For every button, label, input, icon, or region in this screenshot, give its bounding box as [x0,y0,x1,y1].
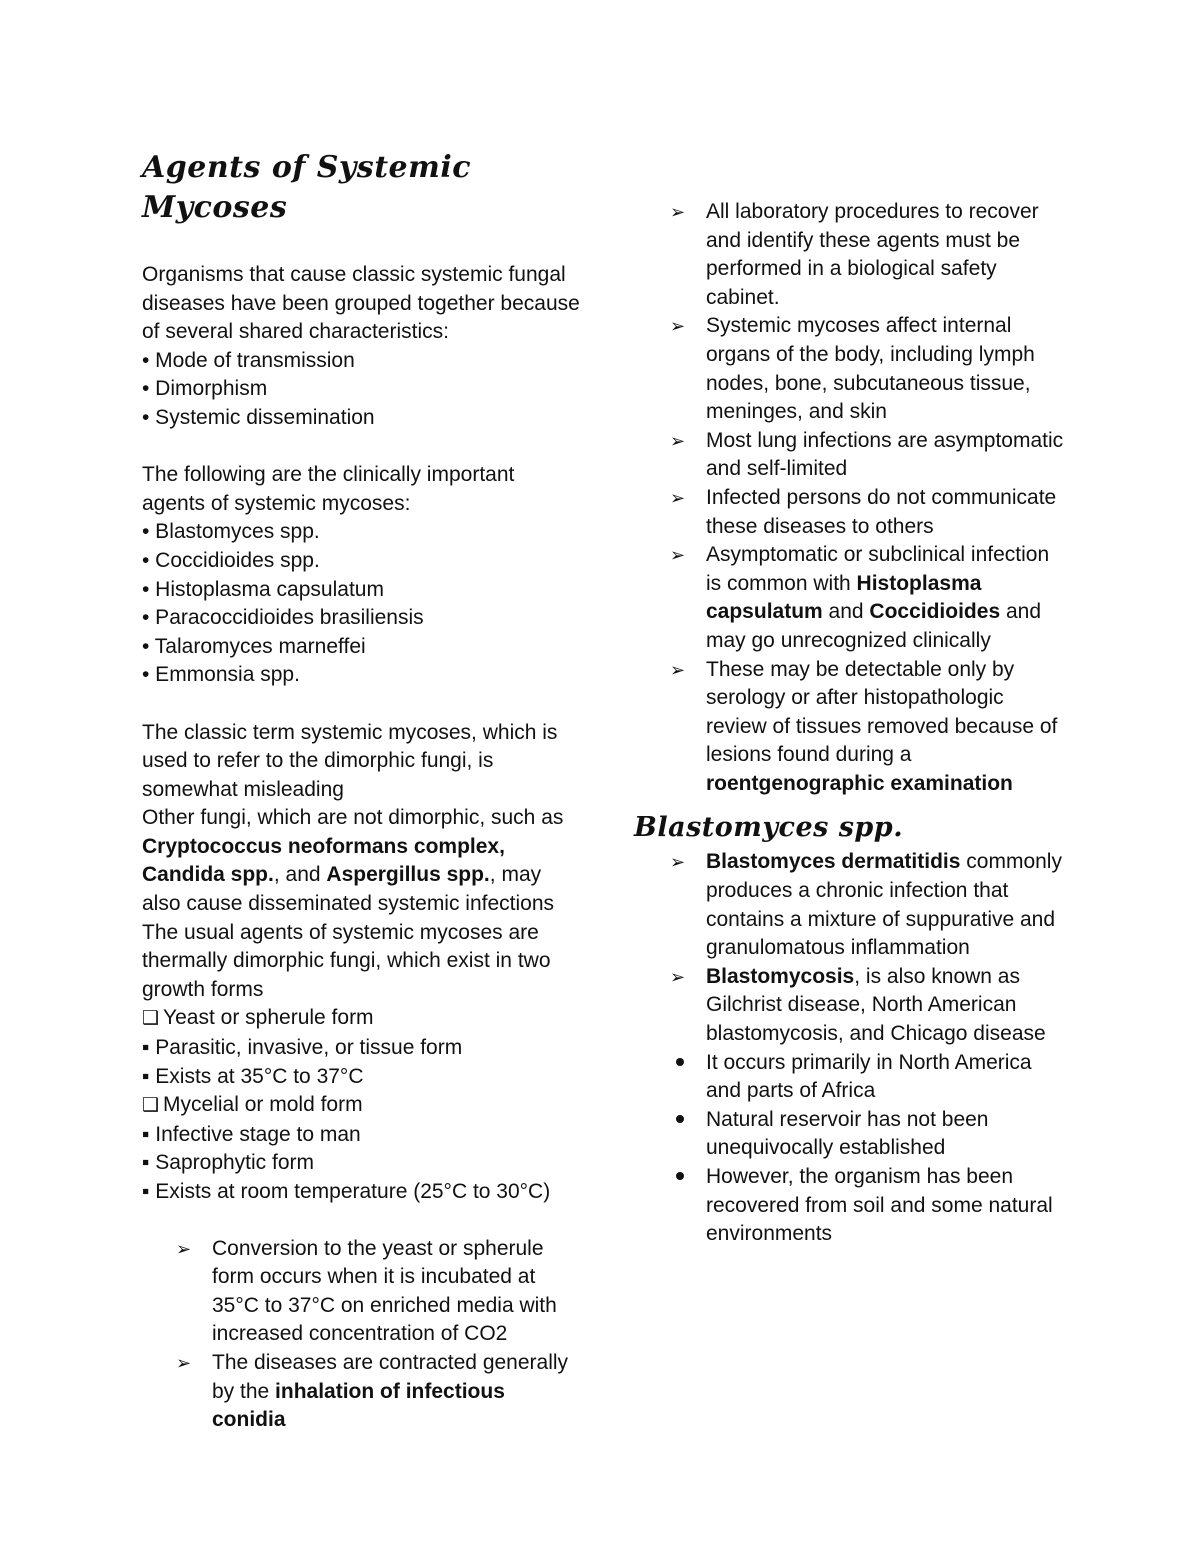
intro-paragraph: Organisms that cause classic systemic fungal diseases have been grouped together because of several shared characteristics: [142,263,580,344]
arrow-bullet-icon: ➢ [670,852,686,873]
arrow-bullet-icon: ➢ [670,487,686,508]
list-item: ➢ Asymptomatic or subclinical infection is common with Histoplasma capsulatum and Coccidioides and may go unrecognized clinically [670,541,1070,655]
list-item: ➢ The diseases are contracted generally by the inhalation of infectious conidia [176,1349,582,1435]
list-item: ➢ These may be detectable only by serology or after histopathologic review of tissues removed because of lesions found during a roentgenographic examination [670,656,1070,799]
arrow-list [142,1235,582,1435]
mold-form-header: ❑ Mycelial or mold form [142,1093,363,1117]
list-item: • Paracoccidioides brasiliensis [142,606,424,630]
arrow-bullet-icon: ➢ [670,966,686,987]
list-item: • Dimorphism [142,377,268,401]
list-item: ➢ Most lung infections are asymptomatic and self-limited [670,427,1070,484]
arrow-bullet-icon: ➢ [670,659,686,680]
list-item: • Histoplasma capsulatum [142,577,384,601]
arrow-bullet-icon: ➢ [670,545,686,566]
checkbox-icon: ❑ [142,1095,160,1117]
dot-bullet-icon [670,1106,706,1163]
list-item: It occurs primarily in North America and parts of Africa [670,1049,1070,1106]
usual-agents-paragraph: The usual agents of systemic mycoses are thermally dimorphic fungi, which exist in two growth forms [142,920,551,1001]
arrow-bullet-icon: ➢ [670,430,686,451]
list-item: Natural reservoir has not been unequivocally established [670,1106,1070,1163]
list-item: ➢ Conversion to the yeast or spherule form occurs when it is incubated at 35°C to 37°C on enriched media with increased concentration of CO2 [176,1235,582,1349]
page-title: Agents of Systemic Mycoses [142,150,472,225]
list-item: • Blastomyces spp. [142,520,320,544]
other-fungi-paragraph: Other fungi, which are not dimorphic, such as Cryptococcus neoformans complex, Candida spp., and Aspergillus spp., may also cause disseminated systemic infections [142,806,564,916]
list-item: ▪ Exists at room temperature (25°C to 30°C) [142,1180,551,1203]
list-item: ➢ Blastomyces dermatitidis commonly produces a chronic infection that contains a mixture of suppurative and granulomatous inflammation [670,848,1070,962]
list-item: ➢ All laboratory procedures to recover and identify these agents must be performed in a biological safety cabinet. [670,198,1070,312]
left-column [142,148,582,1435]
right-column [634,198,1070,1249]
list-item: However, the organism has been recovered from soil and some natural environments [670,1163,1070,1249]
checkbox-icon: ❑ [142,1008,160,1030]
list-item: ➢ Systemic mycoses affect internal organs of the body, including lymph nodes, bone, subcutaneous tissue, meninges, and skin [670,312,1070,426]
list-item: ▪ Parasitic, invasive, or tissue form [142,1036,463,1060]
list-item: ➢ Infected persons do not communicate these diseases to others [670,484,1070,541]
list-item: ▪ Exists at 35°C to 37°C [142,1064,364,1088]
list-item: ▪ Infective stage to man [142,1122,361,1146]
classic-term-paragraph: The classic term systemic mycoses, which is used to refer to the dimorphic fungi, is somewhat misleading [142,720,558,801]
list-item: • Coccidioides spp. [142,548,320,572]
agents-intro: The following are the clinically important agents of systemic mycoses: [142,463,515,515]
list-item: • Talaromyces marneffei [142,634,366,658]
yeast-form-header: ❑ Yeast or spherule form [142,1006,374,1030]
list-item: ▪ Saprophytic form [142,1151,315,1175]
arrow-bullet-icon: ➢ [176,1238,192,1259]
list-item: • Emmonsia spp. [142,663,300,687]
dot-bullet-icon [670,1049,706,1106]
dot-bullet-icon [670,1163,706,1249]
list-item: ➢ Blastomycosis, is also known as Gilchrist disease, North American blastomycosis, and Chicago disease [670,963,1070,1049]
arrow-bullet-icon: ➢ [176,1352,192,1373]
list-item: • Systemic dissemination [142,405,375,429]
arrow-bullet-icon: ➢ [670,316,686,337]
arrow-bullet-icon: ➢ [670,202,686,222]
section-title: Blastomyces spp. [634,812,904,844]
list-item: • Mode of transmission [142,348,355,372]
